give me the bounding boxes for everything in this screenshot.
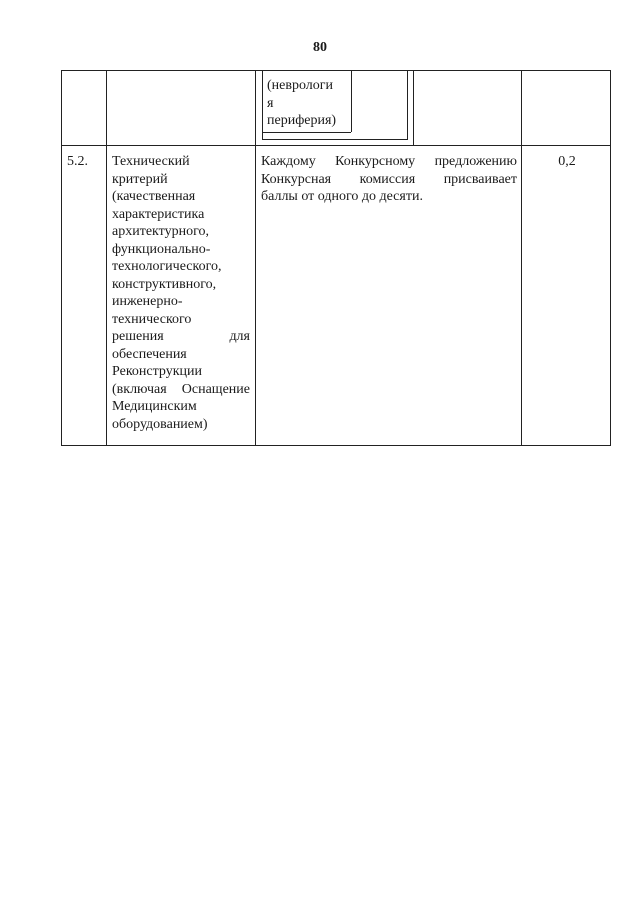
criterion-word: решения [112,329,164,344]
description-line: баллы от одного до десяти. [261,189,423,204]
description-word: присваивает [443,171,517,187]
inner-border-right [407,70,408,140]
description-word: комиссия [359,171,416,187]
criterion-line: Технический [112,154,190,169]
description-cell [261,153,517,206]
row-divider [61,145,611,146]
criterion-line: инженерно- [112,294,183,309]
row-number: 5.2. [67,154,88,169]
criterion-word: (включая [112,381,167,397]
continuation-text [267,77,353,130]
inner-bottom-1 [262,132,351,133]
criterion-word: для [229,329,250,344]
criterion-line: функционально- [112,241,211,257]
weight-cell: 0,2 [558,154,576,169]
table-bottom-border [61,445,611,446]
description-word: предложению [434,154,517,169]
col-border-2 [255,70,256,446]
criterion-line: Медицинским [112,399,197,414]
criterion-line [112,381,250,399]
criterion-line: Реконструкции [112,364,202,379]
criterion-line: архитектурного, [112,224,209,239]
description-word: Конкурсная [261,171,332,187]
criterion-line: технологического, [112,259,222,274]
criterion-line: оборудованием) [112,416,208,432]
criterion-word: Оснащение [181,381,250,397]
criterion-line [112,328,250,346]
description-word: Каждому [261,154,316,169]
inner-border-left [262,70,263,140]
inner-border-outer [413,70,414,145]
continuation-line: (неврологи [267,78,334,93]
criterion-line: технического [112,311,192,327]
continuation-line: периферия) [267,113,337,128]
page-number: 80 [313,40,327,55]
criterion-line: (качественная [112,189,196,204]
description-line [261,153,517,171]
col-border-3 [521,70,522,446]
col-border-left [61,70,62,446]
criterion-line: характеристика [112,206,205,222]
description-line [261,171,517,189]
table-top-border [61,70,611,71]
criteria-table [61,70,611,446]
criterion-cell [112,153,250,433]
inner-bottom-2 [262,139,408,140]
col-border-right [610,70,611,446]
criterion-line: критерий [112,171,168,187]
criterion-line: конструктивного, [112,276,217,292]
description-word: Конкурсному [335,154,416,169]
continuation-line: я [267,95,274,111]
criterion-line: обеспечения [112,346,187,362]
col-border-1 [106,70,107,446]
